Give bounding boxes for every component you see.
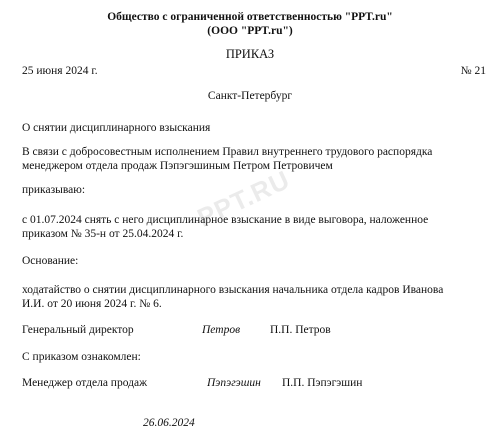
reason-line-2: менеджером отдела продаж Пэпэгэшиным Петром Петровичем [22,160,333,172]
order-date: 25 июня 2024 г. [22,65,98,77]
org-full-name: Общество с ограниченной ответственностью "PPT.ru" [107,11,393,23]
director-name: П.П. Петров [270,324,331,336]
reason-line-1: В связи с добросовестным исполнением Правил внутреннего трудового распорядка [22,146,433,158]
action-line-2: приказом № 35-н от 25.04.2024 г. [22,228,184,240]
director-role: Генеральный директор [22,324,134,336]
employee-role: Менеджер отдела продаж [22,377,148,389]
acquainted-label: С приказом ознакомлен: [22,351,141,363]
director-signature: Петров [202,324,241,336]
org-short-name: (ООО "PPT.ru") [207,25,293,37]
basis-label: Основание: [22,255,79,267]
basis-line-1: ходатайство о снятии дисциплинарного взыскания начальника отдела кадров Иванова [22,284,444,296]
employee-signature: Пэпэгэшин [207,377,261,389]
watermark: PPT.RU [192,164,295,233]
order-number: № 21 [460,65,486,77]
order-word: приказываю: [22,184,86,196]
employee-sign-date: 26.06.2024 [143,417,195,429]
action-line-1: с 01.07.2024 снять с него дисциплинарное взыскание в виде выговора, наложенное [22,214,429,226]
order-city: Санкт-Петербург [207,90,293,102]
document-title: ПРИКАЗ [225,47,275,61]
basis-line-2: И.И. от 20 июня 2024 г. № 6. [22,298,162,310]
order-subject: О снятии дисциплинарного взыскания [22,122,211,134]
employee-name: П.П. Пэпэгэшин [282,377,363,389]
